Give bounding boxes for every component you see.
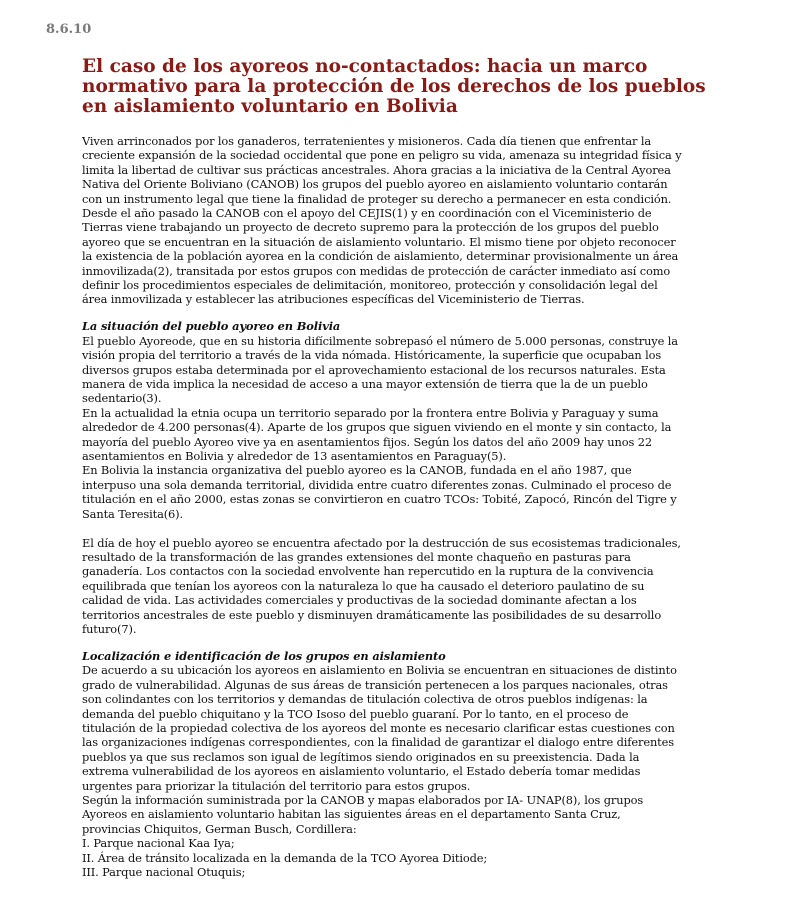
intro-paragraph: Desde el año pasado la CANOB con el apoyo del CEJIS(1) y en coordinación con el Viceministerio de Tierras viene trabajando un proyecto de decreto supremo para la protección de los grupos del pueblo ayoreo que se encuentran en la situación de aislamiento voluntario. El mismo tiene por objeto reconocer la existencia de la población ayorea en la condición de aislamiento, determinar provisionalmente un área inmovilizada(2), transitada por estos grupos con medidas de protección de carácter inmediato así como definir los procedimientos especiales de delimitación, monitoreo, protección y consolidación legal del área inmovilizada y establecer las atribuciones específicas del Viceministerio de Tierras.: [82, 206, 679, 307]
article-title: El caso de los ayoreos no-contactados: hacia un marco normativo para la protección de los derechos de los pueblos en aislamiento voluntario en Bolivia: [82, 56, 706, 117]
body-paragraph: Según la información suministrada por la CANOB y mapas elaborados por IA- UNAP(8), los grupos Ayoreos en aislamiento voluntario habitan las siguientes áreas en el departamento Santa Cruz, provincias Chiquitos, German Busch, Cordillera:: [82, 792, 644, 836]
article-body: [82, 134, 682, 879]
body-paragraph: En Bolivia la instancia organizativa del pueblo ayoreo es la CANOB, fundada en el año 1987, que interpuso una sola demanda territorial, dividida entre cuatro diferentes zonas. Culminado el proceso de titulación en el año 2000, estas zonas se convirtieron en cuatro TCOs: Tobité, Zapocó, Rincón del Tigre y Santa Teresita(6).: [82, 463, 677, 521]
body-paragraph: De acuerdo a su ubicación los ayoreos en aislamiento en Bolivia se encuentran en situaciones de distinto grado de vulnerabilidad. Algunas de sus áreas de transición pertenecen a los parques nacionales, otras son colindantes con los territorios y demandas de titulación colectiva de otros pueblos indígenas: la demanda del pueblo chiquitano y la TCO Isoso del pueblo guaraní. Por lo tanto, en el proceso de titulación de la propiedad colectiva de los ayoreos del monte es necesario clarificar estas cuestiones con las organizaciones indígenas correspondientes, con la finalidad de garantizar el dialogo entre diferentes pueblos ya que sus reclamos son igual de legítimos siendo originados en su preexistencia. Dada la extrema vulnerabilidad de los ayoreos en aislamiento voluntario, el Estado debería tomar medidas urgentes para priorizar la titulación del territorio para estos grupos.: [82, 663, 677, 793]
body-paragraph: En la actualidad la etnia ocupa un territorio separado por la frontera entre Bolivia y Paraguay y suma alrededor de 4.200 personas(4). Aparte de los grupos que siguen viviendo en el monte y sin contacto, la mayoría del pueblo Ayoreo vive ya en asentamientos fijos. Según los datos del año 2009 hay unos 22 asentamientos en Bolivia y alrededor de 13 asentamientos en Paraguay(5).: [82, 405, 672, 464]
list-item: III. Parque nacional Otuquis;: [82, 865, 246, 879]
body-paragraph: El pueblo Ayoreode, que en su historia difícilmente sobrepasó el número de 5.000 personas, construye la visión propia del territorio a través de la vida nómada. Históricamente, la superficie que ocupaban los diversos grupos estaba determinada por el aprovechamiento estacional de los recursos naturales. Esta manera de vida implica la necesidad de acceso a una mayor extensión de tierra que la de un pueblo sedentario(3).: [82, 333, 678, 406]
section-heading-situation: La situación del pueblo ayoreo en Bolivia: [82, 319, 341, 334]
list-item: II. Área de tránsito localizada en la demanda de la TCO Ayorea Ditiode;: [82, 850, 488, 865]
section-heading-localization: Localización e identificación de los grupos en aislamiento: [82, 648, 446, 663]
list-item: I. Parque nacional Kaa Iya;: [82, 836, 235, 851]
intro-paragraph: Viven arrinconados por los ganaderos, terratenientes y misioneros. Cada día tienen que enfrentar la creciente expansión de la sociedad occidental que pone en peligro su vida, amenaza su integridad física y limita la libertad de cultivar sus prácticas ancestrales. Ahora gracias a la iniciativa de la Central Ayorea Nativa del Oriente Boliviano (CANOB) los grupos del pueblo ayoreo en aislamiento voluntario contarán con un instrumento legal que tiene la finalidad de proteger su derecho a permanecer en esta condición.: [82, 134, 682, 206]
body-paragraph: El día de hoy el pueblo ayoreo se encuentra afectado por la destrucción de sus ecosistemas tradicionales, resultado de la transformación de las grandes extensiones del monte chaqueño en pasturas para ganadería. Los contactos con la sociedad envolvente han repercutido en la ruptura de la convivencia equilibrada que tenían los ayoreos con la naturaleza lo que ha causado el deterioro paulatino de su calidad de vida. Las actividades comerciales y productivas de la sociedad dominante afectan a los territorios ancestrales de este pueblo y disminuyen dramáticamente las posibilidades de su desarrollo futuro(7).: [82, 535, 681, 636]
section-number: 8.6.10: [46, 22, 92, 37]
